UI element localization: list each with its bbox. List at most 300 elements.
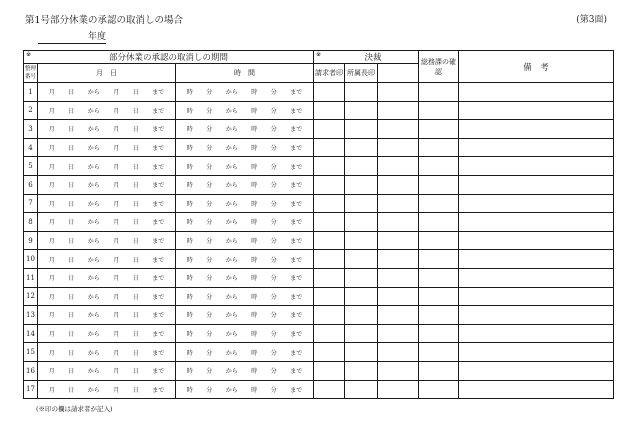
admin-check-cell[interactable] <box>419 83 459 102</box>
time-range-cell-label: 時 <box>251 200 258 208</box>
date-range-cell-label: 月 <box>113 126 120 134</box>
requester-seal-cell[interactable] <box>314 231 345 250</box>
requester-seal-cell[interactable] <box>314 268 345 287</box>
requester-mark: ※ <box>26 51 32 58</box>
time-range-cell-label: から <box>225 275 238 283</box>
requester-seal-cell[interactable] <box>314 361 345 380</box>
time-range-cell-label: まで <box>290 145 303 153</box>
row-number: 14 <box>24 324 38 343</box>
time-range-cell-label: 時 <box>186 219 193 227</box>
date-range-cell-label: 月 <box>48 256 55 264</box>
time-range-cell-label: から <box>225 256 238 264</box>
date-range-cell[interactable] <box>38 231 176 250</box>
time-range-cell[interactable] <box>176 287 314 306</box>
time-range-cell-label: 時 <box>251 349 258 357</box>
decision-blank-cell[interactable] <box>378 138 419 157</box>
date-range-cell-label: 月 <box>113 349 120 357</box>
time-range-cell-label: 時 <box>186 368 193 376</box>
time-range-cell-label: 時 <box>186 145 193 153</box>
time-range-cell-label: 分 <box>206 163 213 171</box>
time-range-cell-label: 時 <box>251 293 258 301</box>
decision-blank-cell[interactable] <box>378 213 419 232</box>
date-range-cell[interactable] <box>38 250 176 269</box>
table-row <box>24 361 614 380</box>
time-range-cell-label: まで <box>290 256 303 264</box>
chief-seal-cell[interactable] <box>345 324 378 343</box>
time-range-cell-label: まで <box>290 349 303 357</box>
chief-seal-cell[interactable] <box>345 306 378 325</box>
remarks-cell[interactable] <box>459 175 614 194</box>
time-range-cell-label: 時 <box>186 331 193 339</box>
date-range-cell[interactable] <box>38 194 176 213</box>
remarks-cell[interactable] <box>459 343 614 362</box>
time-range-cell[interactable] <box>176 175 314 194</box>
table-row <box>24 138 614 157</box>
date-range-cell-label: 月 <box>113 238 120 246</box>
admin-check-cell[interactable] <box>419 287 459 306</box>
time-range-cell-label: 分 <box>206 126 213 134</box>
decision-blank-cell[interactable] <box>378 231 419 250</box>
table-row <box>24 194 614 213</box>
remarks-cell[interactable] <box>459 287 614 306</box>
date-range-cell[interactable] <box>38 157 176 176</box>
date-range-cell-label: 月 <box>113 293 120 301</box>
remarks-cell[interactable] <box>459 120 614 139</box>
chief-seal-cell[interactable] <box>345 120 378 139</box>
date-range-cell-label: 月 <box>48 107 55 115</box>
decision-blank-cell[interactable] <box>378 175 419 194</box>
date-range-cell-label: 日 <box>68 331 75 339</box>
time-range-cell-label: 分 <box>206 238 213 246</box>
requester-seal-cell[interactable] <box>314 138 345 157</box>
date-range-cell-label: 日 <box>132 256 139 264</box>
decision-blank-cell[interactable] <box>378 306 419 325</box>
date-range-cell-label: 日 <box>132 331 139 339</box>
admin-check-cell[interactable] <box>419 138 459 157</box>
time-range-cell-label: 分 <box>270 275 277 283</box>
requester-seal-cell[interactable] <box>314 83 345 102</box>
date-range-cell-label: 日 <box>68 200 75 208</box>
row-number: 11 <box>24 268 38 287</box>
time-range-cell-label: まで <box>290 386 303 394</box>
time-range-cell-label: から <box>225 219 238 227</box>
time-range-cell[interactable] <box>176 120 314 139</box>
admin-check-cell[interactable] <box>419 343 459 362</box>
remarks-cell[interactable] <box>459 250 614 269</box>
table-row <box>24 324 614 343</box>
admin-check-cell[interactable] <box>419 101 459 120</box>
partial-leave-cancel-table <box>23 50 614 399</box>
time-range-cell-label: 時 <box>186 126 193 134</box>
date-range-cell-label: 日 <box>68 219 75 227</box>
requester-seal-cell[interactable] <box>314 380 345 399</box>
time-range-cell[interactable] <box>176 157 314 176</box>
remarks-cell[interactable] <box>459 194 614 213</box>
date-range-cell-label: 日 <box>68 349 75 357</box>
time-range-cell[interactable] <box>176 101 314 120</box>
table-row <box>24 120 614 139</box>
remarks-cell[interactable] <box>459 361 614 380</box>
time-range-cell-label: から <box>225 163 238 171</box>
time-range-cell[interactable] <box>176 231 314 250</box>
date-range-cell[interactable] <box>38 287 176 306</box>
date-range-cell-label: 月 <box>48 386 55 394</box>
time-range-cell-label: 分 <box>206 331 213 339</box>
decision-blank-cell[interactable] <box>378 83 419 102</box>
decision-blank-cell[interactable] <box>378 250 419 269</box>
time-range-cell[interactable] <box>176 306 314 325</box>
date-range-cell-label: まで <box>152 89 165 97</box>
admin-check-cell[interactable] <box>419 324 459 343</box>
time-range-cell-label: まで <box>290 331 303 339</box>
time-range-cell-label: から <box>225 145 238 153</box>
requester-seal-header: 請求者印 <box>314 64 345 83</box>
page-number: (第3面) <box>576 15 607 25</box>
table-row <box>24 268 614 287</box>
row-number: 15 <box>24 343 38 362</box>
period-header: ※ 部分休業の承認の取消しの期間 <box>24 51 314 64</box>
admin-check-cell[interactable] <box>419 306 459 325</box>
time-range-cell-label: まで <box>290 163 303 171</box>
date-range-cell[interactable] <box>38 101 176 120</box>
admin-check-cell[interactable] <box>419 250 459 269</box>
date-range-cell-label: から <box>87 107 100 115</box>
decision-blank-cell[interactable] <box>378 101 419 120</box>
time-range-cell-label: から <box>225 238 238 246</box>
requester-seal-cell[interactable] <box>314 343 345 362</box>
requester-seal-cell[interactable] <box>314 250 345 269</box>
date-range-cell-label: 月 <box>48 126 55 134</box>
date-range-cell[interactable] <box>38 268 176 287</box>
admin-check-cell[interactable] <box>419 268 459 287</box>
time-range-cell-label: 分 <box>206 293 213 301</box>
date-range-cell-label: 日 <box>132 145 139 153</box>
date-header: 月 日 <box>38 64 176 83</box>
date-range-cell-label: 月 <box>113 386 120 394</box>
admin-check-cell[interactable] <box>419 380 459 399</box>
time-range-cell-label: 分 <box>270 200 277 208</box>
time-range-cell-label: まで <box>290 182 303 190</box>
requester-seal-cell[interactable] <box>314 157 345 176</box>
date-range-cell-label: まで <box>152 182 165 190</box>
date-range-cell-label: から <box>87 182 100 190</box>
date-range-cell-label: まで <box>152 219 165 227</box>
decision-blank-cell[interactable] <box>378 268 419 287</box>
date-range-cell-label: まで <box>152 312 165 320</box>
time-range-cell-label: 時 <box>186 256 193 264</box>
date-range-cell-label: 月 <box>113 200 120 208</box>
date-range-cell-label: 月 <box>113 182 120 190</box>
table-row <box>24 83 614 102</box>
time-range-cell-label: から <box>225 312 238 320</box>
time-range-cell-label: 分 <box>270 349 277 357</box>
remarks-cell[interactable] <box>459 306 614 325</box>
admin-check-cell[interactable] <box>419 157 459 176</box>
time-range-cell[interactable] <box>176 213 314 232</box>
row-number: 3 <box>24 120 38 139</box>
time-range-cell-label: 分 <box>270 182 277 190</box>
time-range-cell-label: 分 <box>270 256 277 264</box>
time-range-cell-label: 時 <box>186 312 193 320</box>
time-range-cell-label: 時 <box>251 163 258 171</box>
time-range-cell-label: 時 <box>251 219 258 227</box>
decision-header: ※ 決裁 <box>314 51 419 64</box>
chief-seal-cell[interactable] <box>345 343 378 362</box>
date-range-cell-label: 月 <box>48 145 55 153</box>
date-range-cell[interactable] <box>38 175 176 194</box>
chief-seal-cell[interactable] <box>345 213 378 232</box>
time-range-cell[interactable] <box>176 324 314 343</box>
time-range-cell-label: 分 <box>270 163 277 171</box>
time-range-cell-label: 時 <box>251 386 258 394</box>
requester-seal-cell[interactable] <box>314 175 345 194</box>
time-range-cell-label: から <box>225 293 238 301</box>
time-range-cell-label: 時 <box>251 145 258 153</box>
table-row <box>24 287 614 306</box>
remarks-cell[interactable] <box>459 138 614 157</box>
remarks-cell[interactable] <box>459 213 614 232</box>
remarks-cell[interactable] <box>459 380 614 399</box>
time-range-cell-label: から <box>225 182 238 190</box>
decision-blank-cell[interactable] <box>378 343 419 362</box>
date-range-cell[interactable] <box>38 213 176 232</box>
time-range-cell-label: まで <box>290 275 303 283</box>
date-range-cell-label: 日 <box>68 182 75 190</box>
date-range-cell-label: 日 <box>132 386 139 394</box>
time-range-cell-label: まで <box>290 238 303 246</box>
date-range-cell-label: 日 <box>68 238 75 246</box>
time-range-cell-label: 時 <box>251 89 258 97</box>
date-range-cell-label: から <box>87 89 100 97</box>
table-row <box>24 213 614 232</box>
time-range-cell-label: 分 <box>206 275 213 283</box>
date-range-cell-label: から <box>87 256 100 264</box>
time-range-cell-label: 分 <box>270 238 277 246</box>
admin-check-cell[interactable] <box>419 120 459 139</box>
date-range-cell-label: 日 <box>68 368 75 376</box>
date-range-cell-label: 月 <box>48 293 55 301</box>
remarks-cell[interactable] <box>459 101 614 120</box>
row-number: 8 <box>24 213 38 232</box>
time-range-cell-label: 時 <box>251 331 258 339</box>
decision-blank-cell[interactable] <box>378 324 419 343</box>
time-range-cell-label: 分 <box>206 386 213 394</box>
date-range-cell-label: から <box>87 145 100 153</box>
time-range-cell[interactable] <box>176 194 314 213</box>
admin-check-cell[interactable] <box>419 231 459 250</box>
date-range-cell-label: 日 <box>132 293 139 301</box>
requester-seal-cell[interactable] <box>314 213 345 232</box>
requester-seal-cell[interactable] <box>314 194 345 213</box>
time-range-cell[interactable] <box>176 268 314 287</box>
time-range-cell[interactable] <box>176 138 314 157</box>
time-range-cell-label: 時 <box>186 386 193 394</box>
time-range-cell-label: 分 <box>270 89 277 97</box>
time-range-cell-label: から <box>225 89 238 97</box>
date-range-cell-label: まで <box>152 386 165 394</box>
time-range-cell-label: から <box>225 331 238 339</box>
requester-seal-cell[interactable] <box>314 120 345 139</box>
decision-blank-cell[interactable] <box>378 287 419 306</box>
date-range-cell[interactable] <box>38 120 176 139</box>
time-range-cell-label: 分 <box>270 312 277 320</box>
time-range-cell-label: 時 <box>251 312 258 320</box>
time-range-cell-label: 分 <box>206 368 213 376</box>
time-range-cell-label: から <box>225 126 238 134</box>
requester-seal-cell[interactable] <box>314 306 345 325</box>
date-range-cell-label: 日 <box>132 349 139 357</box>
time-range-cell[interactable] <box>176 250 314 269</box>
chief-seal-cell[interactable] <box>345 250 378 269</box>
decision-blank-cell[interactable] <box>378 120 419 139</box>
date-range-cell-label: 月 <box>113 256 120 264</box>
time-range-cell-label: 分 <box>206 89 213 97</box>
time-range-cell-label: 分 <box>206 200 213 208</box>
requester-seal-cell[interactable] <box>314 287 345 306</box>
chief-seal-cell[interactable] <box>345 287 378 306</box>
date-range-cell[interactable] <box>38 380 176 399</box>
decision-blank-cell[interactable] <box>378 157 419 176</box>
time-range-cell-label: まで <box>290 89 303 97</box>
admin-check-cell[interactable] <box>419 361 459 380</box>
date-range-cell-label: から <box>87 386 100 394</box>
date-range-cell-label: から <box>87 163 100 171</box>
remarks-cell[interactable] <box>459 231 614 250</box>
date-range-cell[interactable] <box>38 324 176 343</box>
decision-blank-cell[interactable] <box>378 380 419 399</box>
chief-seal-cell[interactable] <box>345 231 378 250</box>
time-range-cell-label: 分 <box>270 126 277 134</box>
date-range-cell-label: 月 <box>48 312 55 320</box>
date-range-cell-label: から <box>87 219 100 227</box>
remarks-cell[interactable] <box>459 324 614 343</box>
time-range-cell[interactable] <box>176 361 314 380</box>
admin-check-cell[interactable] <box>419 175 459 194</box>
date-range-cell-label: 日 <box>68 89 75 97</box>
time-range-cell-label: 分 <box>206 145 213 153</box>
time-range-cell-label: 分 <box>206 182 213 190</box>
time-range-cell-label: から <box>225 107 238 115</box>
table-row <box>24 380 614 399</box>
row-number: 12 <box>24 287 38 306</box>
table-row <box>24 231 614 250</box>
time-range-cell-label: 分 <box>206 219 213 227</box>
date-range-cell-label: 日 <box>132 275 139 283</box>
chief-seal-cell[interactable] <box>345 157 378 176</box>
row-number: 1 <box>24 83 38 102</box>
time-range-cell[interactable] <box>176 343 314 362</box>
date-range-cell-label: まで <box>152 163 165 171</box>
date-range-cell-label: 日 <box>132 368 139 376</box>
chief-seal-cell[interactable] <box>345 268 378 287</box>
requester-seal-cell[interactable] <box>314 101 345 120</box>
admin-check-cell[interactable] <box>419 194 459 213</box>
time-range-cell-label: 分 <box>270 145 277 153</box>
date-range-cell[interactable] <box>38 361 176 380</box>
date-range-cell-label: まで <box>152 349 165 357</box>
date-range-cell-label: から <box>87 368 100 376</box>
chief-seal-cell[interactable] <box>345 380 378 399</box>
time-range-cell-label: 分 <box>206 256 213 264</box>
time-range-cell-label: 時 <box>186 89 193 97</box>
row-number: 17 <box>24 380 38 399</box>
date-range-cell-label: まで <box>152 238 165 246</box>
chief-seal-cell[interactable] <box>345 361 378 380</box>
date-range-cell-label: 日 <box>132 312 139 320</box>
time-range-cell-label: まで <box>290 126 303 134</box>
date-range-cell-label: まで <box>152 331 165 339</box>
date-range-cell-label: まで <box>152 145 165 153</box>
date-range-cell-label: 月 <box>113 331 120 339</box>
remarks-cell[interactable] <box>459 83 614 102</box>
time-range-cell-label: 時 <box>251 238 258 246</box>
time-range-cell-label: 分 <box>206 349 213 357</box>
remarks-cell[interactable] <box>459 157 614 176</box>
date-range-cell[interactable] <box>38 138 176 157</box>
time-range-cell-label: 時 <box>251 275 258 283</box>
date-range-cell-label: まで <box>152 107 165 115</box>
table-row <box>24 101 614 120</box>
footer-note: (※印の欄は請求者が記入) <box>36 405 113 413</box>
chief-seal-cell[interactable] <box>345 101 378 120</box>
admin-check-cell[interactable] <box>419 213 459 232</box>
decision-blank-cell[interactable] <box>378 194 419 213</box>
time-range-cell-label: から <box>225 349 238 357</box>
time-range-cell-label: から <box>225 200 238 208</box>
date-range-cell-label: 月 <box>113 312 120 320</box>
time-range-cell-label: まで <box>290 312 303 320</box>
time-range-cell-label: 時 <box>186 275 193 283</box>
time-range-cell-label: から <box>225 386 238 394</box>
row-number: 7 <box>24 194 38 213</box>
chief-seal-cell[interactable] <box>345 138 378 157</box>
row-number: 13 <box>24 306 38 325</box>
date-range-cell-label: 月 <box>48 368 55 376</box>
date-range-cell-label: から <box>87 200 100 208</box>
chief-seal-cell[interactable] <box>345 83 378 102</box>
decision-blank-cell[interactable] <box>378 361 419 380</box>
requester-seal-cell[interactable] <box>314 324 345 343</box>
time-range-cell-label: 分 <box>270 293 277 301</box>
remarks-cell[interactable] <box>459 268 614 287</box>
date-range-cell-label: 月 <box>113 219 120 227</box>
time-range-cell-label: 分 <box>206 107 213 115</box>
time-range-cell[interactable] <box>176 380 314 399</box>
row-number: 10 <box>24 250 38 269</box>
date-range-cell-label: まで <box>152 256 165 264</box>
row-number: 9 <box>24 231 38 250</box>
date-range-cell[interactable] <box>38 83 176 102</box>
row-number: 2 <box>24 101 38 120</box>
date-range-cell[interactable] <box>38 306 176 325</box>
date-range-cell-label: 日 <box>68 107 75 115</box>
time-range-cell-label: 時 <box>251 368 258 376</box>
chief-seal-cell[interactable] <box>345 175 378 194</box>
date-range-cell-label: 日 <box>68 145 75 153</box>
time-range-cell-label: まで <box>290 293 303 301</box>
date-range-cell-label: から <box>87 331 100 339</box>
time-range-cell-label: 時 <box>251 182 258 190</box>
time-range-cell[interactable] <box>176 83 314 102</box>
table-row <box>24 306 614 325</box>
chief-seal-cell[interactable] <box>345 194 378 213</box>
time-range-cell-label: 分 <box>270 331 277 339</box>
time-range-cell-label: 時 <box>186 182 193 190</box>
date-range-cell-label: 日 <box>132 89 139 97</box>
time-range-cell-label: 時 <box>251 107 258 115</box>
date-range-cell[interactable] <box>38 343 176 362</box>
date-range-cell-label: 月 <box>48 219 55 227</box>
